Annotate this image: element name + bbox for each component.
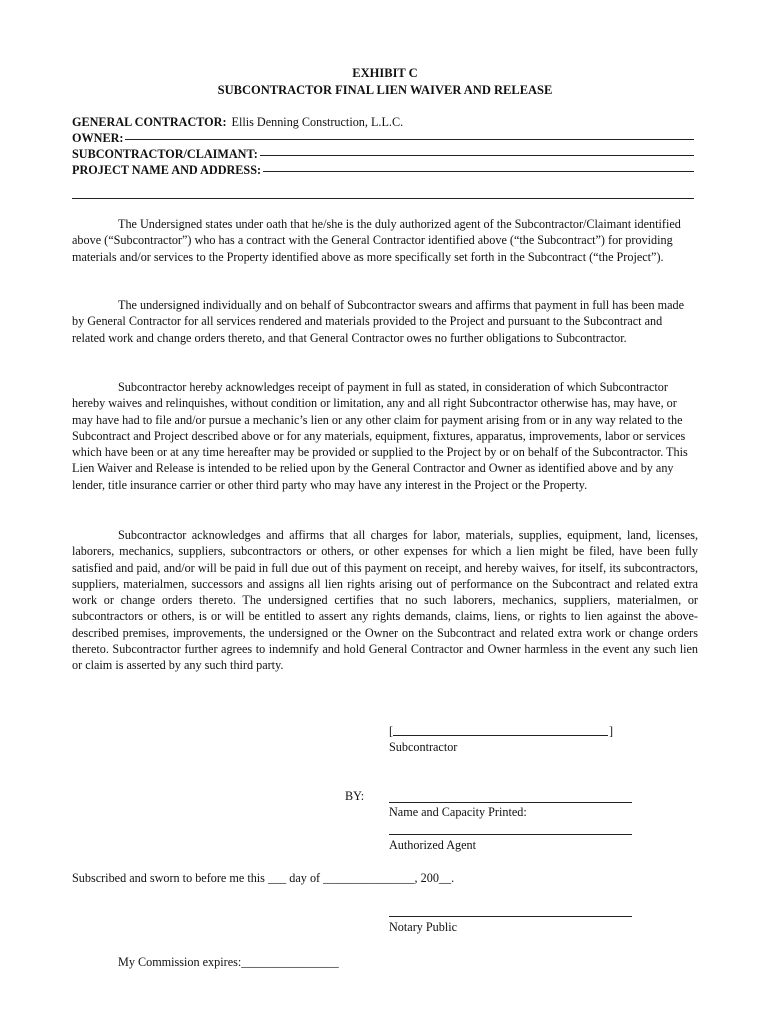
subcontractor-claimant-label: SUBCONTRACTOR/CLAIMANT: bbox=[72, 147, 258, 161]
name-capacity-line[interactable] bbox=[389, 834, 632, 835]
owner-label: OWNER: bbox=[72, 131, 124, 145]
bracket-open: [ bbox=[389, 724, 394, 738]
by-label: BY: bbox=[345, 789, 365, 803]
notary-signature-line[interactable] bbox=[389, 916, 632, 917]
section-divider bbox=[72, 198, 694, 199]
subcontractor-row bbox=[72, 147, 694, 162]
paragraph-agent-statement: The Undersigned states under oath that he/she is the duly authorized agent of the Subcontractor/Claimant identified above (“Subcontractor”) who has a contract with the General Contractor identified above (“the Subcontract”) for providing materials and/or services to the Property identified above as more specifically set forth in the Subcontract (“the Project”). bbox=[72, 217, 681, 264]
project-name-address-label: PROJECT NAME AND ADDRESS: bbox=[72, 163, 262, 177]
sworn-statement: Subscribed and sworn to before me this ___ day of _______________, 200__. bbox=[72, 871, 455, 885]
general-contractor-label: GENERAL CONTRACTOR: bbox=[72, 115, 227, 129]
document-title: SUBCONTRACTOR FINAL LIEN WAIVER AND RELEASE bbox=[217, 83, 553, 97]
owner-row bbox=[72, 131, 694, 146]
owner-blank-line[interactable] bbox=[125, 139, 694, 140]
project-blank-line[interactable] bbox=[263, 171, 694, 172]
authorized-agent-label: Authorized Agent bbox=[389, 838, 476, 852]
paragraph-waiver-release: Subcontractor hereby acknowledges receipt of payment in full as stated, in consideration of which Subcontractor hereby waives and relinquishes, without condition or limitation, any and all right Subcontractor otherwise has, may have, or may have had to file and/or pursue a mechanic’s lien or any other claim for payment arising from or in any way related to the Subcontract and Project described above or for any materials, equipment, fixtures, apparatus, improvements, labor or services which have been or at any time hereafter may be provided or supplied to the Project by or on behalf of the Subcontractor. This Lien Waiver and Release is intended to be relied upon by the General Contractor and Owner as identified above and by any lender, title insurance carrier or other third party who may have any interest in the Project or the Property. bbox=[72, 380, 688, 492]
general-contractor-value: Ellis Denning Construction, L.L.C. bbox=[231, 115, 404, 129]
project-row bbox=[72, 163, 694, 178]
general-contractor-row bbox=[72, 115, 694, 130]
paragraph-payment-affirmation: The undersigned individually and on behalf of Subcontractor swears and affirms that payment in full has been made by General Contractor for all services rendered and materials provided to the Project and pursuant to the Subcontract and related work and change orders thereto, and that General Contractor owes no further obligations to Subcontractor. bbox=[72, 298, 684, 345]
subcontractor-signature-label: Subcontractor bbox=[389, 740, 458, 754]
commission-expires: My Commission expires:________________ bbox=[118, 955, 339, 969]
name-capacity-label: Name and Capacity Printed: bbox=[389, 805, 527, 819]
paragraph-charges-affirmation: Subcontractor acknowledges and affirms that all charges for labor, materials, supplies, equipment, land, licenses, laborers, mechanics, suppliers, subcontractors or others, or other expenses for which a lien might be filed, have been fully satisfied and paid, and/or will be paid in full due out of this payment on receipt, and hereby waives, for itself, its subcontractors, suppliers, materialmen, successors and assigns all lien rights arising out of performance on the Subcontract and related extra work or change orders thereto. The undersigned certifies that no such laborers, mechanics, suppliers, materialmen, or subcontractors or others, is or will be entitled to assert any rights demands, claims, liens, or rights to lien against the above-described premises, improvements, the undersigned or the Owner on the Subcontract and related extra work or change orders thereto. Subcontractor further agrees to indemnify and hold General Contractor and Owner harmless in the event any such lien or claim is asserted by any such third party. bbox=[72, 528, 698, 673]
bracket-close: ] bbox=[609, 724, 614, 738]
notary-public-label: Notary Public bbox=[389, 920, 458, 934]
exhibit-heading: EXHIBIT C bbox=[352, 66, 418, 80]
subcontractor-name-line[interactable] bbox=[393, 735, 608, 736]
subcontractor-blank-line[interactable] bbox=[260, 155, 694, 156]
signature-line[interactable] bbox=[389, 802, 632, 803]
